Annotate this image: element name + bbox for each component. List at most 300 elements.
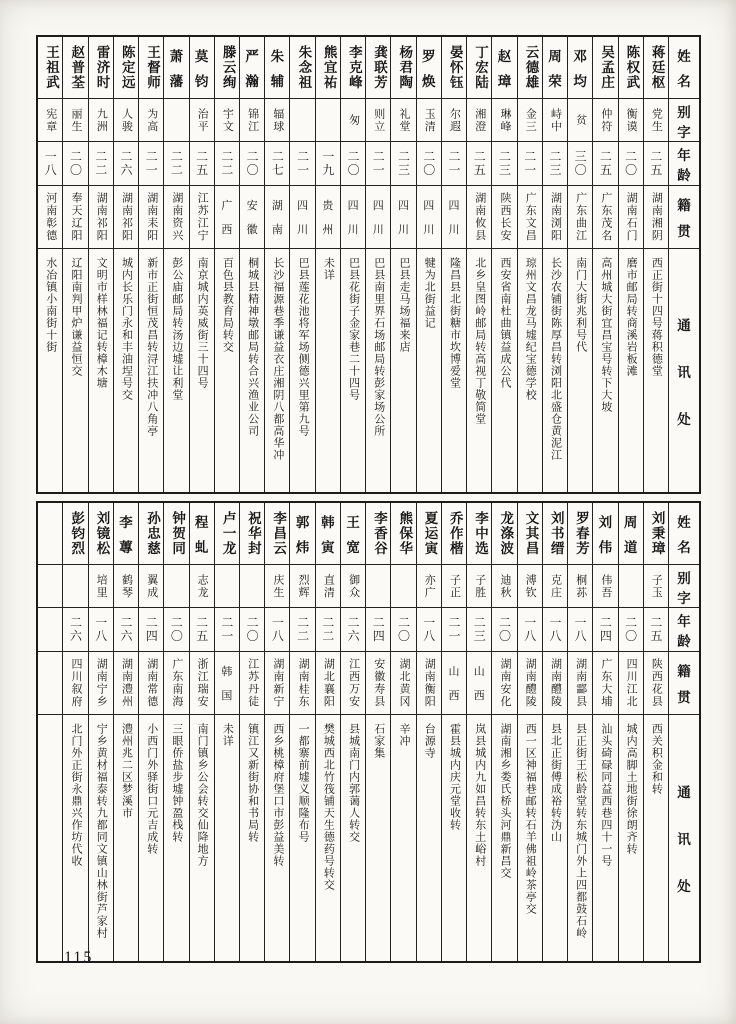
age-cell: 一八 (417, 608, 441, 652)
header-address-label: 通 讯 处 (677, 317, 691, 428)
address-cell: 南门大街兆利号代 (574, 257, 587, 353)
age-cell: 二〇 (417, 142, 441, 186)
name-cell: 李克峰 (341, 37, 365, 99)
zi-cell (215, 565, 239, 608)
zi-cell: 迪秋 (492, 565, 516, 608)
age-cell: 二一 (366, 142, 390, 186)
zi-cell: 桐荪 (568, 565, 592, 608)
native-cell: 湖南祁阳 (89, 186, 113, 249)
age-cell: 二〇 (619, 608, 643, 652)
entry-column (492, 503, 517, 961)
age-cell: 一九 (316, 142, 340, 186)
address-cell: 北门外正街永鼎兴作坊代收 (69, 723, 82, 867)
name-cell: 程 虬 (190, 503, 214, 565)
native-cell: 广东大埔 (593, 652, 617, 715)
name-cell: 李昌云 (265, 503, 289, 565)
native-cell: 湖北黄冈 (391, 652, 415, 715)
address-cell: 石家集 (372, 723, 385, 759)
address-cell: 霍县城内庆元堂收转 (448, 723, 461, 831)
age-cell: 二六 (341, 608, 365, 652)
name-cell: 罗 焕 (417, 37, 441, 99)
address-cell: 汕头碕碌同益西巷四十一号 (599, 723, 612, 867)
name-cell: 吴孟庄 (593, 37, 617, 99)
address-cell: 文明市样林福记转樟木塘 (95, 257, 108, 389)
address-cell: 岚县城内九如昌转东土峪村 (473, 723, 486, 867)
zi-cell (391, 565, 415, 608)
address-cell: 南门镇乡公会转交仙降地方 (196, 723, 209, 867)
native-cell: 四 川 (417, 186, 441, 249)
entry-column (492, 37, 517, 492)
address-cell: 桐城县精神墩邮局转合兴渔业公司 (246, 257, 259, 437)
age-cell (38, 608, 62, 652)
blank-column (38, 503, 63, 961)
native-cell: 四 川 (290, 186, 314, 249)
name-cell: 王祖武 (38, 37, 62, 99)
address-cell: 巴县花街子金家巷二十四号 (347, 257, 360, 401)
zi-cell: 御众 (341, 565, 365, 608)
native-cell: 湖南祁阳 (114, 186, 138, 249)
entry-column (341, 37, 366, 492)
entry-column (139, 503, 164, 961)
age-cell: 二二 (164, 142, 188, 186)
native-cell: 四 川 (366, 186, 390, 249)
native-cell: 陕西长安 (492, 186, 516, 249)
native-cell: 韩 国 (215, 652, 239, 715)
zi-cell: 为高 (139, 99, 163, 142)
zi-cell: 伟吾 (593, 565, 617, 608)
native-cell: 湖南醴陵 (518, 652, 542, 715)
name-cell: 刘书缙 (543, 503, 567, 565)
name-cell: 郭 炜 (290, 503, 314, 565)
native-cell: 湖南澧州 (114, 652, 138, 715)
name-cell: 晏怀钰 (442, 37, 466, 99)
entry-column (215, 37, 240, 492)
native-cell: 江苏江宁 (190, 186, 214, 249)
name-cell: 朱 辅 (265, 37, 289, 99)
address-cell: 犍为北街益记 (423, 257, 436, 329)
entry-column (518, 503, 543, 961)
zi-cell: 衡谟 (619, 99, 643, 142)
address-cell: 宁乡黄材福泰转九都同文镇山林街芦家村 (95, 723, 108, 939)
table-header-column (669, 503, 699, 961)
entry-column (190, 37, 215, 492)
zi-cell (316, 99, 340, 142)
name-cell: 彭钧烈 (63, 503, 87, 565)
native-cell: 湖南酃县 (568, 652, 592, 715)
address-cell: 未详 (322, 257, 335, 281)
native-cell: 湖南湘阴 (644, 186, 668, 249)
entry-column (568, 37, 593, 492)
header-age-label: 年 龄 (669, 142, 699, 186)
name-cell: 严 瀚 (240, 37, 264, 99)
name-cell: 蒋廷枢 (644, 37, 668, 99)
age-cell: 一八 (543, 608, 567, 652)
age-cell: 二二 (215, 142, 239, 186)
entry-column (38, 37, 63, 492)
table-header-column (669, 37, 699, 492)
name-cell: 王督师 (139, 37, 163, 99)
zi-cell: 辐球 (265, 99, 289, 142)
native-cell: 广东茂名 (593, 186, 617, 249)
name-cell: 乔作楷 (442, 503, 466, 565)
age-cell: 三〇 (568, 142, 592, 186)
address-cell: 西乡桃樟府堡口市彭益美转 (271, 723, 284, 867)
address-cell: 长沙福源巷季谦益衣庄湘阴八都高华冲 (271, 257, 284, 461)
native-cell: 广东曲江 (568, 186, 592, 249)
name-cell: 韩 寅 (316, 503, 340, 565)
zi-cell: 子正 (442, 565, 466, 608)
age-cell: 二三 (543, 142, 567, 186)
name-cell: 卢一龙 (215, 503, 239, 565)
zi-cell (164, 99, 188, 142)
address-cell: 磨市邮局转商溪岩板滩 (625, 257, 638, 377)
entry-column (543, 37, 568, 492)
name-cell: 龚联芳 (366, 37, 390, 99)
age-cell: 一八 (265, 608, 289, 652)
zi-cell (366, 565, 390, 608)
age-cell: 二一 (290, 142, 314, 186)
name-cell: 刘 伟 (593, 503, 617, 565)
zi-cell: 湘澄 (467, 99, 491, 142)
zi-cell: 丽生 (63, 99, 87, 142)
entry-column (114, 503, 139, 961)
native-cell: 湖南新宁 (265, 652, 289, 715)
entry-column (593, 37, 618, 492)
zi-cell: 亦广 (417, 565, 441, 608)
native-cell: 奉天辽阳 (63, 186, 87, 249)
age-cell: 二三 (391, 142, 415, 186)
header-zi-label: 别 字 (669, 565, 699, 608)
native-cell: 四 川 (442, 186, 466, 249)
native-cell: 四川叙府 (63, 652, 87, 715)
entry-column (417, 503, 442, 961)
zi-cell: 直清 (316, 565, 340, 608)
entry-column (63, 37, 88, 492)
native-cell: 山 西 (467, 652, 491, 715)
name-cell: 莫 钧 (190, 37, 214, 99)
zi-cell: 匆 (341, 99, 365, 142)
entry-column (467, 37, 492, 492)
zi-cell: 志龙 (190, 565, 214, 608)
native-cell: 浙江瑞安 (190, 652, 214, 715)
native-cell: 湖南常德 (139, 652, 163, 715)
age-cell: 一八 (518, 608, 542, 652)
entry-column (290, 37, 315, 492)
name-cell: 文其昌 (518, 503, 542, 565)
zi-cell (290, 99, 314, 142)
address-cell: 西关积金和转 (650, 723, 663, 795)
age-cell: 二五 (190, 608, 214, 652)
native-cell (38, 652, 62, 715)
native-cell: 湖南耒阳 (139, 186, 163, 249)
address-cell: 高州城大街宜昌宝号转下大坡 (599, 257, 612, 413)
entry-column (190, 503, 215, 961)
name-cell: 周 荣 (543, 37, 567, 99)
native-cell: 湖南醴陵 (543, 652, 567, 715)
zi-cell: 宪章 (38, 99, 62, 142)
address-cell: 西安省南杜曲镇益成公代 (498, 257, 511, 389)
age-cell: 二二 (89, 142, 113, 186)
age-cell: 二五 (644, 142, 668, 186)
entry-column (316, 503, 341, 961)
address-cell: 西正街十四号蒋积德堂 (650, 257, 663, 377)
native-cell: 四 川 (391, 186, 415, 249)
name-cell: 龙涤波 (492, 503, 516, 565)
address-cell: 新市正街恒茂昌转浔江扶冲八角亭 (145, 257, 158, 437)
age-cell: 二六 (114, 608, 138, 652)
name-cell: 云德雄 (518, 37, 542, 99)
age-cell: 二一 (139, 142, 163, 186)
entry-column (240, 503, 265, 961)
entry-column (568, 503, 593, 961)
header-age-label: 年 龄 (669, 608, 699, 652)
address-cell: 一都寨前墟义顺隆布号 (297, 723, 310, 843)
name-cell: 李 蓴 (114, 503, 138, 565)
name-cell: 朱念祖 (290, 37, 314, 99)
entry-column (417, 37, 442, 492)
address-cell: 巴县莲花池将军场侧德兴里第九号 (297, 257, 310, 437)
name-cell: 熊保华 (391, 503, 415, 565)
native-cell: 湖南宁乡 (89, 652, 113, 715)
address-cell: 彭公庙邮局转汤边墟让利堂 (170, 257, 183, 401)
address-cell: 北乡皇图岭邮局转高视丁敬简堂 (473, 257, 486, 425)
zi-cell: 培里 (89, 565, 113, 608)
age-cell: 二一 (215, 608, 239, 652)
entry-column (644, 503, 669, 961)
address-cell: 镇江又新街协和书局转 (246, 723, 259, 843)
age-cell: 二一 (518, 142, 542, 186)
zi-cell: 尔遐 (442, 99, 466, 142)
name-cell (38, 503, 62, 565)
zi-cell: 烈辉 (290, 565, 314, 608)
age-cell: 二〇 (492, 608, 516, 652)
age-cell: 二三 (467, 608, 491, 652)
name-cell: 刘秉璋 (644, 503, 668, 565)
name-cell: 丁宏陆 (467, 37, 491, 99)
age-cell: 二二 (316, 608, 340, 652)
entry-column (341, 503, 366, 961)
address-cell: 辛冲 (398, 723, 411, 747)
age-cell: 二〇 (164, 608, 188, 652)
age-cell: 二二 (290, 608, 314, 652)
name-cell: 雷济时 (89, 37, 113, 99)
zi-cell: 则立 (366, 99, 390, 142)
native-cell: 湖南浏阳 (543, 186, 567, 249)
age-cell: 二六 (114, 142, 138, 186)
header-name-label: 姓 名 (669, 37, 699, 99)
name-cell: 陈定远 (114, 37, 138, 99)
page-number: 115 (64, 949, 94, 966)
native-cell: 山 西 (442, 652, 466, 715)
entry-column (265, 503, 290, 961)
name-cell: 罗春芳 (568, 503, 592, 565)
native-cell: 湖南资兴 (164, 186, 188, 249)
header-address-label: 通 讯 处 (677, 785, 691, 895)
age-cell: 二七 (265, 142, 289, 186)
native-cell: 陕西花县 (644, 652, 668, 715)
name-cell: 孙忠慈 (139, 503, 163, 565)
address-cell: 小西门外驿街口元吉成转 (145, 723, 158, 855)
zi-cell: 九洲 (89, 99, 113, 142)
zi-cell: 人骏 (114, 99, 138, 142)
header-name-label: 姓 名 (669, 503, 699, 565)
name-cell: 赵普荃 (63, 37, 87, 99)
address-cell: 湖南湘乡娄氏桥头河鼎新昌交 (498, 723, 511, 879)
zi-cell: 宇文 (215, 99, 239, 142)
zi-cell: 峙中 (543, 99, 567, 142)
address-cell: 隆昌县北街糖市坎博爱堂 (448, 257, 461, 389)
age-cell: 一八 (89, 608, 113, 652)
name-cell: 夏运寅 (417, 503, 441, 565)
address-cell: 县城南门内郭蔼人转交 (347, 723, 360, 843)
registry-table-bottom (36, 501, 701, 963)
address-cell: 澧州兆二区梦溪市 (120, 723, 133, 819)
entry-column (619, 37, 644, 492)
native-cell: 湖 南 (265, 186, 289, 249)
native-cell: 四 川 (341, 186, 365, 249)
native-cell: 安 徽 (240, 186, 264, 249)
address-cell: 县北正街傅成裕转沩山 (549, 723, 562, 843)
address-cell: 巴县走马场福来店 (398, 257, 411, 353)
native-cell: 广东南海 (164, 652, 188, 715)
age-cell: 二四 (366, 608, 390, 652)
entry-column (442, 37, 467, 492)
address-cell: 城内长乐门永和丰油埕号交 (120, 257, 133, 401)
name-cell: 李香谷 (366, 503, 390, 565)
native-cell: 湖南攸县 (467, 186, 491, 249)
name-cell: 萧 藩 (164, 37, 188, 99)
address-cell: 樊城西北竹筏铺天生德药号转交 (322, 723, 335, 891)
entry-column (265, 37, 290, 492)
zi-cell: 礼堂 (391, 99, 415, 142)
zi-cell: 子玉 (644, 565, 668, 608)
native-cell: 江苏丹徒 (240, 652, 264, 715)
address-cell: 西一区神福巷邮转石羊佛祖岭茶亭交 (524, 723, 537, 915)
zi-cell: 治平 (190, 99, 214, 142)
entry-column (467, 503, 492, 961)
entry-column (290, 503, 315, 961)
name-cell: 刘镜松 (89, 503, 113, 565)
age-cell: 二五 (467, 142, 491, 186)
header-native-label: 籍 贯 (669, 186, 699, 249)
native-cell: 安徽寿县 (366, 652, 390, 715)
entry-column (619, 503, 644, 961)
address-cell: 长沙农铺街陈厚昌转浏阳北盛仓黄泥江 (549, 257, 562, 461)
address-cell: 辽阳南判甲炉谦益恒交 (69, 257, 82, 377)
age-cell: 二五 (593, 142, 617, 186)
native-cell: 贵 州 (316, 186, 340, 249)
address-cell: 未详 (221, 723, 234, 747)
zi-cell: 鹤琴 (114, 565, 138, 608)
header-zi-label: 别 字 (669, 99, 699, 142)
name-cell: 钟贺同 (164, 503, 188, 565)
age-cell: 二〇 (63, 142, 87, 186)
address-cell: 水冶镇小南街十街 (44, 257, 57, 353)
age-cell: 二六 (63, 608, 87, 652)
name-cell: 熊宜祐 (316, 37, 340, 99)
name-cell: 陈权武 (619, 37, 643, 99)
age-cell: 一八 (568, 608, 592, 652)
zi-cell: 贫 (568, 99, 592, 142)
native-cell: 江西万安 (341, 652, 365, 715)
age-cell: 二三 (492, 142, 516, 186)
zi-cell: 克庄 (543, 565, 567, 608)
age-cell: 二〇 (619, 142, 643, 186)
zi-cell: 玉清 (417, 99, 441, 142)
address-cell: 三眼侨盐步墟钟盈栈转 (170, 723, 183, 843)
entry-column (89, 37, 114, 492)
native-cell: 湖南安化 (492, 652, 516, 715)
entry-column (316, 37, 341, 492)
entry-column (442, 503, 467, 961)
entry-column (644, 37, 669, 492)
address-cell: 琼州文昌龙马墟纪宝德学校 (524, 257, 537, 401)
age-cell: 二〇 (341, 142, 365, 186)
address-cell: 台源寺 (423, 723, 436, 759)
entry-column (114, 37, 139, 492)
zi-cell: 翼成 (139, 565, 163, 608)
name-cell: 滕云绚 (215, 37, 239, 99)
name-cell: 王 宽 (341, 503, 365, 565)
address-cell: 县正街王松龄堂转东城门外上四都鼓石岭 (574, 723, 587, 939)
zi-cell (619, 565, 643, 608)
address-cell: 百色县教育局转交 (221, 257, 234, 353)
zi-cell (63, 565, 87, 608)
entry-column (164, 37, 189, 492)
entry-column (543, 503, 568, 961)
zi-cell (164, 565, 188, 608)
age-cell: 二〇 (391, 608, 415, 652)
age-cell: 二五 (644, 608, 668, 652)
header-native-label: 籍 贯 (669, 652, 699, 715)
native-cell: 湖南衡阳 (417, 652, 441, 715)
entry-column (391, 37, 416, 492)
name-cell: 赵 璋 (492, 37, 516, 99)
age-cell: 二〇 (240, 142, 264, 186)
zi-cell: 党生 (644, 99, 668, 142)
zi-cell: 金三 (518, 99, 542, 142)
zi-cell: 仲符 (593, 99, 617, 142)
registry-table-top (36, 35, 701, 494)
age-cell: 二一 (442, 142, 466, 186)
entry-column (391, 503, 416, 961)
age-cell: 一八 (38, 142, 62, 186)
entry-column (215, 503, 240, 961)
zi-cell: 锦江 (240, 99, 264, 142)
zi-cell (38, 565, 62, 608)
native-cell: 四川江北 (619, 652, 643, 715)
zi-cell: 庆生 (265, 565, 289, 608)
entry-column (366, 37, 391, 492)
address-cell: 南京城内英威街三十四号 (196, 257, 209, 389)
entry-column (593, 503, 618, 961)
address-cell (38, 715, 62, 961)
native-cell: 湖南石门 (619, 186, 643, 249)
native-cell: 湖北襄阳 (316, 652, 340, 715)
entry-column (89, 503, 114, 961)
address-cell: 城内高脚土地街徐朗齐转 (625, 723, 638, 855)
zi-cell: 子胜 (467, 565, 491, 608)
zi-cell: 溥钦 (518, 565, 542, 608)
age-cell: 二一 (442, 608, 466, 652)
name-cell: 李中选 (467, 503, 491, 565)
native-cell: 河南彰德 (38, 186, 62, 249)
age-cell: 二四 (139, 608, 163, 652)
age-cell: 二五 (190, 142, 214, 186)
entry-column (63, 503, 88, 961)
native-cell: 广东文昌 (518, 186, 542, 249)
name-cell: 杨君陶 (391, 37, 415, 99)
